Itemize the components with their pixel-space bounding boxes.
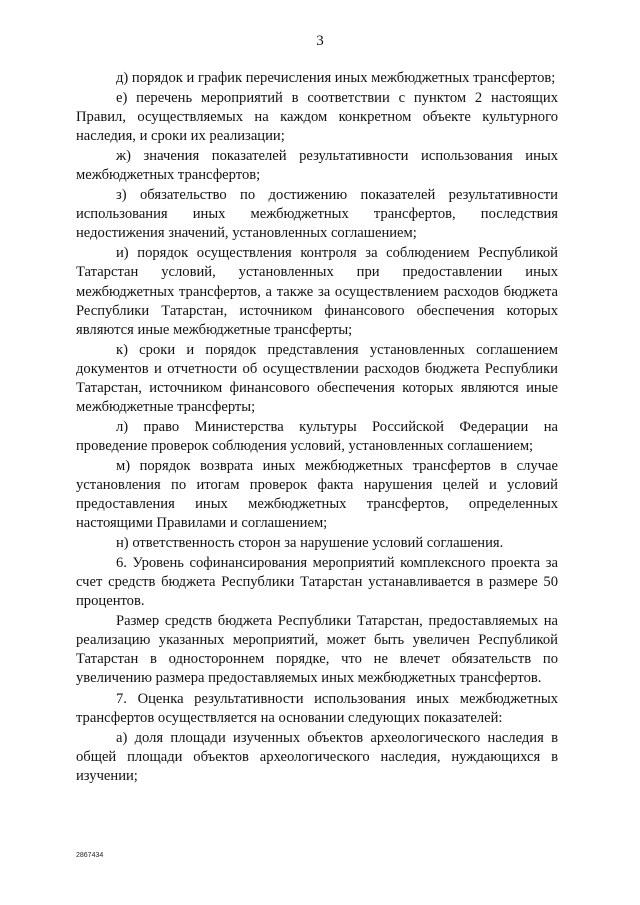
paragraph-n: н) ответственность сторон за нарушение условий соглашения.: [116, 535, 504, 552]
paragraph-l: л) право Министерства культуры Российской Федерации на проведение проверок соблюдения условий, установленных соглашением;: [76, 418, 558, 454]
document-body: [76, 69, 558, 786]
paragraph-6-continued: Размер средств бюджета Республики Татарстан, предоставляемых на реализацию указанных мероприятий, может быть увеличен Республикой Татарстан в одностороннем порядке, что не влечет обязательств по увеличению размера предоставляемых иных межбюджетных трансфертов.: [76, 613, 558, 687]
paragraph-6: 6. Уровень софинансирования мероприятий комплексного проекта за счет средств бюджета Республики Татарстан устанавливается в размере 50 процентов.: [76, 555, 558, 610]
paragraph-m: м) порядок возврата иных межбюджетных трансфертов в случае установления по итогам проверок факта нарушения целей и условий предоставления иных межбюджетных трансфертов, определенных настоящими Правилами и соглашением;: [76, 457, 558, 532]
paragraph-z: з) обязательство по достижению показателей результативности использования иных межбюджетных трансфертов, последствия недостижения значений, установленных соглашением;: [76, 187, 558, 242]
paragraph-d: д) порядок и график перечисления иных межбюджетных трансфертов;: [116, 70, 556, 86]
paragraph-7a: а) доля площади изученных объектов археологического наследия в общей площади объектов археологического наследия, нуждающихся в изучении;: [76, 729, 558, 784]
paragraph-i: и) порядок осуществления контроля за соблюдением Республикой Татарстан условий, установленных при предоставлении иных межбюджетных трансфертов, а также за осуществлением расходов бюджета Республики Татарстан, источником финансового обеспечения которых являются иные межбюджетные трансферты;: [76, 245, 558, 338]
paragraph-k: к) сроки и порядок представления установленных соглашением документов и отчетности об осуществлении расходов бюджета Республики Татарстан, источником финансового обеспечения которых являются иные межбюджетные трансферты;: [76, 341, 558, 415]
paragraph-e: е) перечень мероприятий в соответствии с пунктом 2 настоящих Правил, осуществляемых на каждом конкретном объекте культурного наследия, и сроки их реализации;: [76, 90, 558, 145]
paragraph-7: 7. Оценка результативности использования иных межбюджетных трансфертов осуществляется на основании следующих показателей:: [76, 690, 558, 726]
page-number: 3: [316, 33, 324, 49]
paragraph-zh: ж) значения показателей результативности использования иных межбюджетных трансфертов;: [76, 148, 558, 184]
document-code: 2867434: [76, 852, 104, 859]
